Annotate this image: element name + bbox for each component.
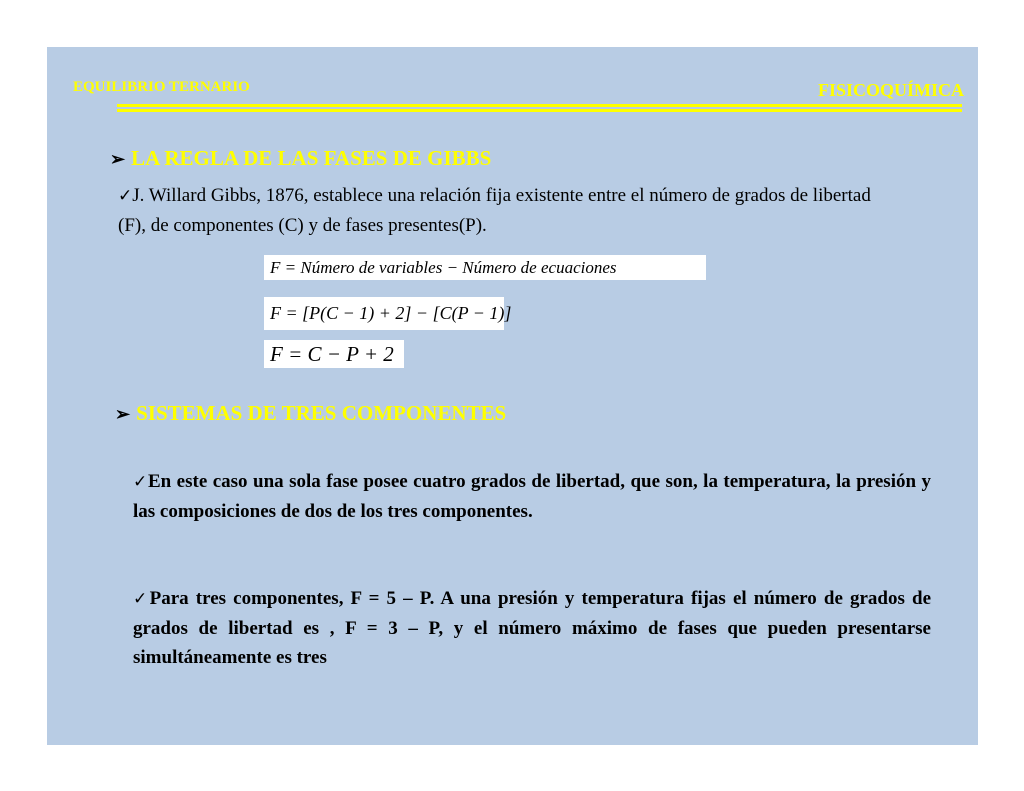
paragraph-one-phase [133, 467, 931, 526]
header-subject: FISICOQUÍMICA [817, 80, 964, 100]
section-title-gibbs-text: LA REGLA DE LAS FASES DE GIBBS [131, 146, 492, 170]
equation-3: F = C − P + 2 [264, 340, 404, 368]
arrow-bullet-icon: ➢ [115, 404, 131, 424]
equation-2: F = [P(C − 1) + 2] − [C(P − 1)] [264, 297, 504, 330]
equation-1: F = Número de variables − Número de ecuaciones [264, 255, 706, 280]
paragraph-three-components [133, 584, 931, 672]
arrow-bullet-icon: ➢ [110, 149, 126, 169]
checkmark-icon: ✓ [118, 186, 133, 206]
section-title-three-components [115, 401, 506, 426]
checkmark-icon: ✓ [133, 472, 148, 492]
header-divider-top [117, 104, 962, 107]
gibbs-description-text: J. Willard Gibbs, 1876, establece una relación fija existente entre el número de grados de libertad (F), de componentes (C) y de fases presentes(P). [118, 185, 871, 236]
section-title-gibbs [110, 146, 491, 171]
checkmark-icon: ✓ [133, 589, 150, 609]
gibbs-description [118, 181, 888, 240]
header-topic: EQUILIBRIO TERNARIO [73, 79, 250, 95]
paragraph-three-components-text: Para tres componentes, F = 5 – P. A una presión y temperatura fijas el número de grados de grados de libertad es , F = 3 – P, y el número máximo de fases que pueden presentarse simultáneamente es tres [133, 588, 932, 668]
header-divider-bottom [117, 109, 962, 112]
section-title-three-components-text: SISTEMAS DE TRES COMPONENTES [136, 401, 507, 425]
paragraph-one-phase-text: En este caso una sola fase posee cuatro grados de libertad, que son, la temperatura, la presión y las composiciones de dos de los tres componentes. [133, 471, 931, 522]
